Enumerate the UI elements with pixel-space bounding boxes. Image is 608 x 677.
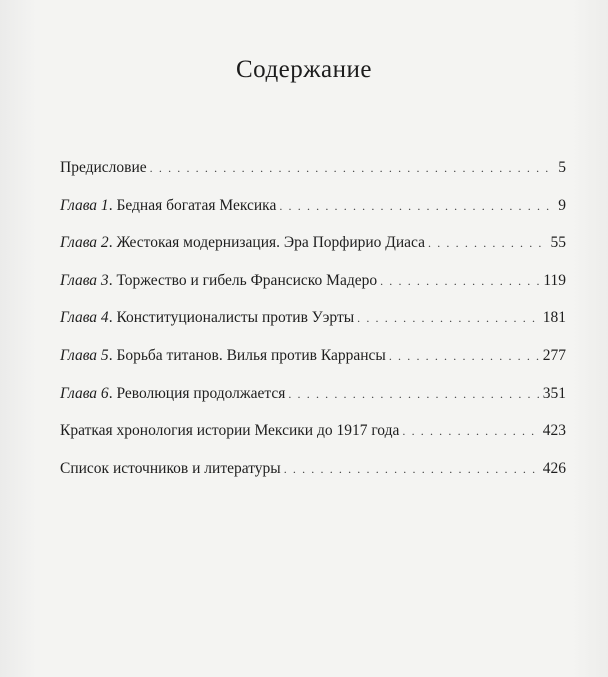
toc-entry-page-number: 181 <box>542 309 566 327</box>
toc-entry-title: . Жестокая модернизация. Эра Порфирио Диаса <box>108 234 426 252</box>
toc-entry-title: . Торжество и гибель Франсиско Мадеро <box>108 271 378 289</box>
toc-leader-dots <box>150 153 556 183</box>
toc-leader-dots <box>380 266 540 296</box>
toc-entry-page-number: 55 <box>550 234 566 252</box>
toc-entry-page-number: 277 <box>542 346 566 364</box>
toc-entry-label <box>60 228 428 258</box>
toc-leader-dots <box>428 228 547 258</box>
toc-entry-chapter-5[interactable] <box>60 341 566 379</box>
toc-entry-chapter-1[interactable] <box>60 191 566 229</box>
toc-leader-dots <box>389 341 540 371</box>
toc-leader-dots <box>279 191 555 221</box>
toc-leader-dots <box>402 416 539 446</box>
toc-entry-page-number: 351 <box>542 384 566 402</box>
toc-entry-page-number: 9 <box>558 196 566 214</box>
toc-entry-title: . Бедная богатая Мексика <box>108 196 277 214</box>
toc-entry-chapter-prefix: Глава 6 <box>60 384 109 402</box>
toc-entry-preface[interactable] <box>60 153 566 191</box>
toc-entry-chapter-prefix: Глава 4 <box>60 309 109 327</box>
toc-entry-title: . Конституционалисты против Уэрты <box>108 309 355 327</box>
toc-entry-label <box>60 416 402 446</box>
toc-entry-page-number: 426 <box>542 459 566 477</box>
toc-entry-chapter-prefix: Глава 3 <box>60 271 109 289</box>
toc-entry-page-number: 423 <box>542 422 566 440</box>
toc-entry-chapter-6[interactable] <box>60 379 566 417</box>
toc-entry-label <box>60 379 288 409</box>
toc-entry-label <box>60 191 279 221</box>
toc-entry-label <box>60 153 150 183</box>
toc-entry-title: . Борьба титанов. Вилья против Каррансы <box>108 346 386 364</box>
toc-entry-label <box>60 266 380 296</box>
toc-entry-label <box>60 454 284 484</box>
toc-entry-chapter-4[interactable] <box>60 303 566 341</box>
toc-entry-title: Предисловие <box>60 159 147 176</box>
toc-entry-title: . Революция продолжается <box>108 384 286 402</box>
toc-entry-page-number: 5 <box>558 159 566 176</box>
toc-leader-dots <box>288 379 539 409</box>
toc-leader-dots <box>284 454 540 484</box>
page-title: Содержание <box>236 56 372 83</box>
toc-entry-chapter-prefix: Глава 5 <box>60 346 109 364</box>
toc-entry-chapter-prefix: Глава 2 <box>60 234 109 252</box>
toc-entry-chronology[interactable] <box>60 416 566 454</box>
toc-entry-chapter-2[interactable] <box>60 228 566 266</box>
toc-entry-chapter-prefix: Глава 1 <box>60 196 109 214</box>
table-of-contents <box>60 153 566 491</box>
toc-entry-title: Краткая хронология истории Мексики до 1917 года <box>60 422 400 440</box>
toc-leader-dots <box>357 303 540 333</box>
toc-entry-label <box>60 303 357 333</box>
toc-entry-chapter-3[interactable] <box>60 266 566 304</box>
toc-entry-page-number: 119 <box>543 271 566 289</box>
toc-entry-label <box>60 341 389 371</box>
toc-entry-title: Список источников и литературы <box>60 459 281 477</box>
toc-entry-bibliography[interactable] <box>60 454 566 492</box>
